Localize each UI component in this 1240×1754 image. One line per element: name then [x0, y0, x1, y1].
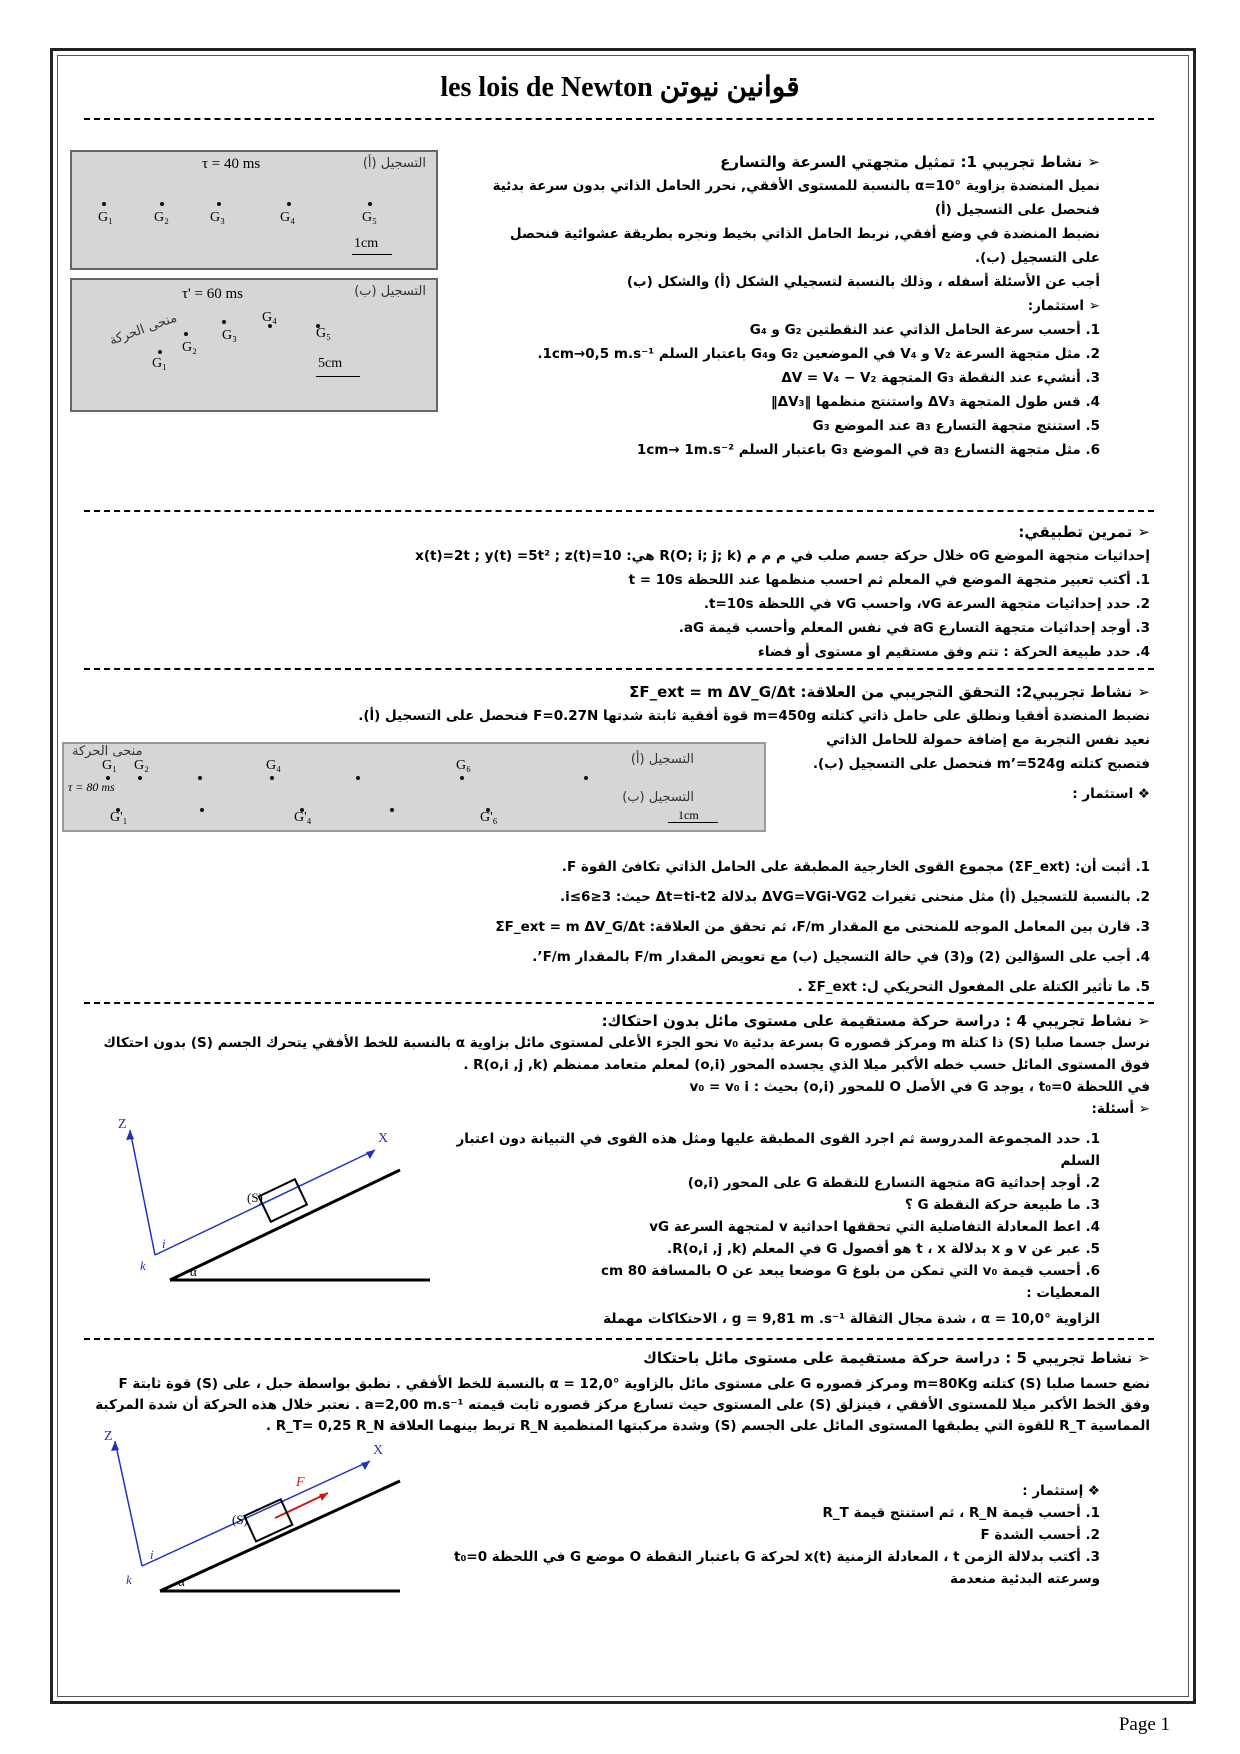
incline-diagram-2 [100, 1426, 420, 1601]
paragraph: نعيد نفس التجربة مع إضافة حمولة للحامل الذاتي [826, 732, 1150, 748]
activity-5-heading: ➢ نشاط تجريبي 5 : دراسة حركة مستقيمة على مستوى مائل باحتكاك [643, 1349, 1150, 1367]
z-arrow [126, 1130, 134, 1140]
scale-label: 1cm [354, 236, 379, 251]
x-axis [142, 1461, 370, 1566]
given-data: الزاوية α = 10,0° ، شدة مجال الثقالة g = 9,81 m .s⁻¹ ، الاحتكاكات مهملة [603, 1311, 1100, 1327]
question: 5. عبر عن v و x بدلالة t ، x هو أفصول G في المعلم R(o,i ,j ,k). [667, 1241, 1100, 1257]
point-label: G₁ [152, 356, 167, 371]
question: 3. أكتب بدلالة الزمن t ، المعادلة الزمنية x(t) لحركة G باعتبار النقطة O موضع G في اللحظة t₀=0 وسرعته البدئية منعدمة [454, 1549, 1100, 1587]
i-label: i [162, 1236, 166, 1251]
question: 1. أثبت أن: (ΣF_ext) مجموع القوى الخارجية المطبقة على الحامل الذاتي تكافئ القوة F. [561, 859, 1150, 875]
paragraph: في اللحظة t₀=0 ، يوجد G في الأصل O للمحور (o,i) بحيث : v₀ = v₀ i [689, 1079, 1150, 1095]
point [356, 776, 360, 780]
point-label: G₅ [316, 326, 331, 341]
z-label: Z [104, 1429, 113, 1444]
point [222, 320, 226, 324]
question: 4. اعط المعادلة التفاضلية التي تحققها احداثية v لمتجهة السرعة vG [649, 1219, 1100, 1235]
paragraph: أجب عن الأسئلة أسفله ، وذلك بالنسبة لتسجيلي الشكل (أ) والشكل (ب) [626, 274, 1100, 290]
paragraph: نضع حسما صلبا (S) كتلته m=80Kg ومركز قصوره G على مستوى مائل بالزاوية α = 12,0° بالنسبة للخط الأفقي . نطبق بواسطة حبل ، على (S) قوة ثابتة F وفق الخط الأكبر ميلا للمستوى الأفقي ، فينزلق (S) على المستوى حيث تسارع مركز قصوره ثابت قيمته a=2,00 m.s⁻¹ . نعتبر خلال هذه الحركة أن شدة المركبة المماسية R_T للقوة التي يطبقها المستوى المائل على الجسم (S) وشدة مركبتها المنظمية R_N تربط بينهما العلاقة R_T= 0,25 R_N . [95, 1376, 1150, 1434]
point-label: G₅ [362, 210, 377, 225]
divider [84, 118, 1154, 120]
incline-line [160, 1481, 400, 1591]
force-arrow [319, 1493, 328, 1501]
question: 2. أحسب الشدة F [980, 1527, 1100, 1543]
point [138, 776, 142, 780]
question: 2. مثل متجهة السرعة V₂ و V₄ في الموضعين G₂ وG₄ باعتبار السلم 1cm→0,5 m.s⁻¹. [537, 346, 1100, 362]
i-label: i [150, 1547, 154, 1562]
paragraph: فتصبح كتلته m’=524g فنحصل على التسجيل (ب). [812, 756, 1150, 772]
paragraph: نميل المنضدة بزاوية α=10° بالنسبة للمستوى الأفقي, نحرر الحامل الذاتي بدون سرعة بدئية فنحصل على التسجيل (أ) [492, 178, 1100, 218]
subheading: ➢ أسئلة: [1091, 1101, 1150, 1117]
paragraph: نضبط المنضدة في وضع أفقي, نربط الحامل الذاتي بخيط ونجره بطريقة عشوائية فنحصل على التسجيل (ب). [509, 226, 1100, 266]
recording-a [70, 150, 438, 270]
page-number: Page 1 [1118, 1714, 1170, 1735]
scale-label: 1cm [678, 808, 699, 822]
question: 1. أكتب تعبير متجهة الموضع في المعلم ثم احسب منظمها عند اللحظة t = 10s [628, 572, 1150, 588]
point [198, 776, 202, 780]
question: 3. ما طبيعة حركة النقطة G ؟ [904, 1197, 1100, 1213]
point [270, 776, 274, 780]
recording-a-label: التسجيل (أ) [630, 752, 694, 767]
point [102, 202, 106, 206]
exercise-heading: ➢ تمرين تطبيقي: [1018, 523, 1150, 541]
point-label: G₄ [266, 758, 281, 773]
point [584, 776, 588, 780]
activity-1-heading: ➢ نشاط تجريبي 1: تمثيل متجهتي السرعة والتسارع [720, 153, 1100, 171]
activity-5-paragraph [90, 1374, 1150, 1437]
point-label: G₂ [154, 210, 169, 225]
k-label: k [140, 1258, 146, 1273]
alpha-label: α [178, 1574, 185, 1589]
x-arrow [366, 1150, 375, 1159]
motion-direction-label: منحى الحركة [107, 310, 179, 349]
question: 3. أنشيء عند النقطة G₃ المتجهة ΔV = V₄ − V₂ [781, 370, 1100, 386]
divider [84, 1338, 1154, 1340]
question: 2. حدد إحداثيات متجهة السرعة vG، واحسب vG في اللحظة t=10s. [703, 596, 1150, 612]
question: 3. قارن بين المعامل الموجه للمنحنى مع المقدار F/m، ثم تحقق من العلاقة: ΣF_ext = m ΔV_G/Δt [495, 919, 1150, 935]
recording-b-label: التسجيل (ب) [354, 284, 426, 299]
point [390, 808, 394, 812]
x-label: X [378, 1131, 389, 1146]
point [200, 808, 204, 812]
point-label: G₆ [456, 758, 471, 773]
subheading: ❖ استثمار : [1072, 786, 1150, 802]
scale-bar [668, 822, 718, 823]
point [184, 332, 188, 336]
activity-4-questions [440, 1128, 1100, 1330]
activity-4-heading: ➢ نشاط تجريبي 4 : دراسة حركة مستقيمة على مستوى مائل بدون احتكاك: [601, 1012, 1150, 1030]
point [217, 202, 221, 206]
activity-1-text [480, 150, 1100, 462]
activity-2-questions [90, 852, 1150, 1002]
question: 3. أوجد إحداثيات متجهة التسارع aG في نفس المعلم وأحسب قيمة aG. [678, 620, 1150, 636]
motion-direction-label: منحى الحركة [72, 744, 143, 759]
paragraph: نضبط المنضدة أفقيا ونطلق على حامل ذاتي كتلته m=450g قوة أفقية ثابتة شدتها F=0.27N فنحصل على التسجيل (أ). [358, 708, 1150, 724]
question: 1. حدد المجموعة المدروسة ثم اجرد القوى المطبقة عليها ومثل هذه القوى في التبيانة دون اعتبار السلم [456, 1131, 1100, 1169]
question: 2. بالنسبة للتسجيل (أ) مثل منحنى تغيرات ΔVG=VGi-VG2 بدلالة Δt=ti-t2 حيث: 3≤i≤6. [559, 889, 1150, 905]
incline-line [170, 1170, 400, 1280]
z-axis [130, 1130, 155, 1255]
point-label: G₁ [98, 210, 113, 225]
point [287, 202, 291, 206]
point-label: G₁ [102, 758, 117, 773]
alpha-label: α [190, 1264, 197, 1279]
recording-activity-2 [62, 742, 766, 832]
point-label: G'₄ [294, 810, 312, 825]
point [158, 350, 162, 354]
question: 4. حدد طبيعة الحركة : تتم وفق مستقيم او مستوى أو فضاء [757, 644, 1150, 660]
scale-label: 5cm [318, 356, 343, 371]
scale-bar [316, 376, 360, 377]
s-label: (S) [232, 1512, 248, 1527]
question: 5. ما تأثير الكتلة على المفعول التحريكي ل: ΣF_ext . [797, 979, 1150, 995]
point-label: G₄ [262, 310, 277, 325]
question: 4. أجب على السؤالين (2) و(3) في حالة التسجيل (ب) مع تعويض المقدار F/m بالمقدار F/m’. [532, 949, 1150, 965]
point [368, 202, 372, 206]
f-label: F [296, 1475, 305, 1490]
point-label: G'₆ [480, 810, 498, 825]
k-label: k [126, 1572, 132, 1587]
subheading: ❖ إستثمار : [1022, 1483, 1100, 1499]
question: 2. أوجد إحداثية aG متجهة التسارع للنقطة G على المحور (o,i) [687, 1175, 1100, 1191]
question: 6. مثل متجهة التسارع a₃ في الموضع G₃ باعتبار السلم 1cm→ 1m.s⁻² [636, 442, 1100, 458]
point [106, 776, 110, 780]
point-label: G₂ [182, 340, 197, 355]
x-label: X [373, 1443, 384, 1458]
paragraph: إحداثيات متجهة الموضع oG خلال حركة جسم صلب في م م م R(O; i; j; k) هي: x(t)=2t ; y(t) =5t² ; z(t)=10 [415, 548, 1150, 564]
scale-bar [352, 254, 392, 255]
point-label: G₂ [134, 758, 149, 773]
z-axis [115, 1441, 142, 1566]
data-label: المعطيات : [1026, 1285, 1100, 1301]
paragraph: نرسل جسما صلبا (S) ذا كتلة m ومركز قصوره G بسرعة بدئية v₀ نحو الجزء الأعلى لمستوى مائل بزاوية α بالنسبة للخط الأفقي يتحرك الجسم (S) بدون احتكاك فوق المستوى المائل حسب خطه الأكبر ميلا الذي يجسده المحور (o,i) لمعلم متعامد ممنظم R(o,i ,j ,k) . [103, 1035, 1150, 1073]
question: 1. أحسب قيمة R_N ، ثم استنتج قيمة R_T [822, 1505, 1100, 1521]
activity-2-heading: ➢ نشاط تجريبي2: التحقق التجريبي من العلاقة: ΣF_ext = m ΔV_G/Δt [629, 683, 1150, 701]
s-label: (S) [247, 1190, 263, 1205]
z-label: Z [118, 1117, 127, 1132]
activity-5-questions [420, 1480, 1100, 1590]
x-axis [155, 1150, 375, 1255]
point-label: G₃ [210, 210, 225, 225]
incline-diagram-1 [110, 1110, 440, 1290]
question: 6. أحسب قيمة v₀ التي تمكن من بلوغ G موضعا يبعد عن O بالمسافة 80 cm [601, 1263, 1100, 1279]
divider [84, 668, 1154, 670]
recording-a-tau: τ = 40 ms [202, 156, 261, 172]
activity-4-header [90, 1010, 1150, 1120]
point [160, 202, 164, 206]
subheading: ➢ استثمار: [1027, 298, 1100, 314]
point-label: G₄ [280, 210, 295, 225]
divider [84, 1002, 1154, 1004]
exercise-text [90, 520, 1150, 664]
recording-b-tau: τ' = 60 ms [182, 286, 243, 302]
recording-a-label: التسجيل (أ) [362, 156, 426, 171]
recording-b-label: التسجيل (ب) [622, 790, 694, 805]
activity-5-header [90, 1348, 1150, 1369]
divider [84, 510, 1154, 512]
page-title: les lois de Newton قوانين نيوتن [440, 72, 800, 103]
question: 4. قس طول المتجهة ΔV₃ واستنتج منظمها ‖ΔV₃‖ [770, 394, 1100, 410]
recording-tau: τ = 80 ms [68, 780, 115, 794]
point-label: G'₁ [110, 810, 128, 825]
question: 1. أحسب سرعة الحامل الذاتي عند النقطتين G₂ و G₄ [749, 322, 1100, 338]
x-arrow [361, 1461, 370, 1470]
recording-b [70, 278, 438, 412]
point [460, 776, 464, 780]
point-label: G₃ [222, 328, 237, 343]
question: 5. استنتج متجهة التسارع a₃ عند الموضع G₃ [812, 418, 1100, 434]
